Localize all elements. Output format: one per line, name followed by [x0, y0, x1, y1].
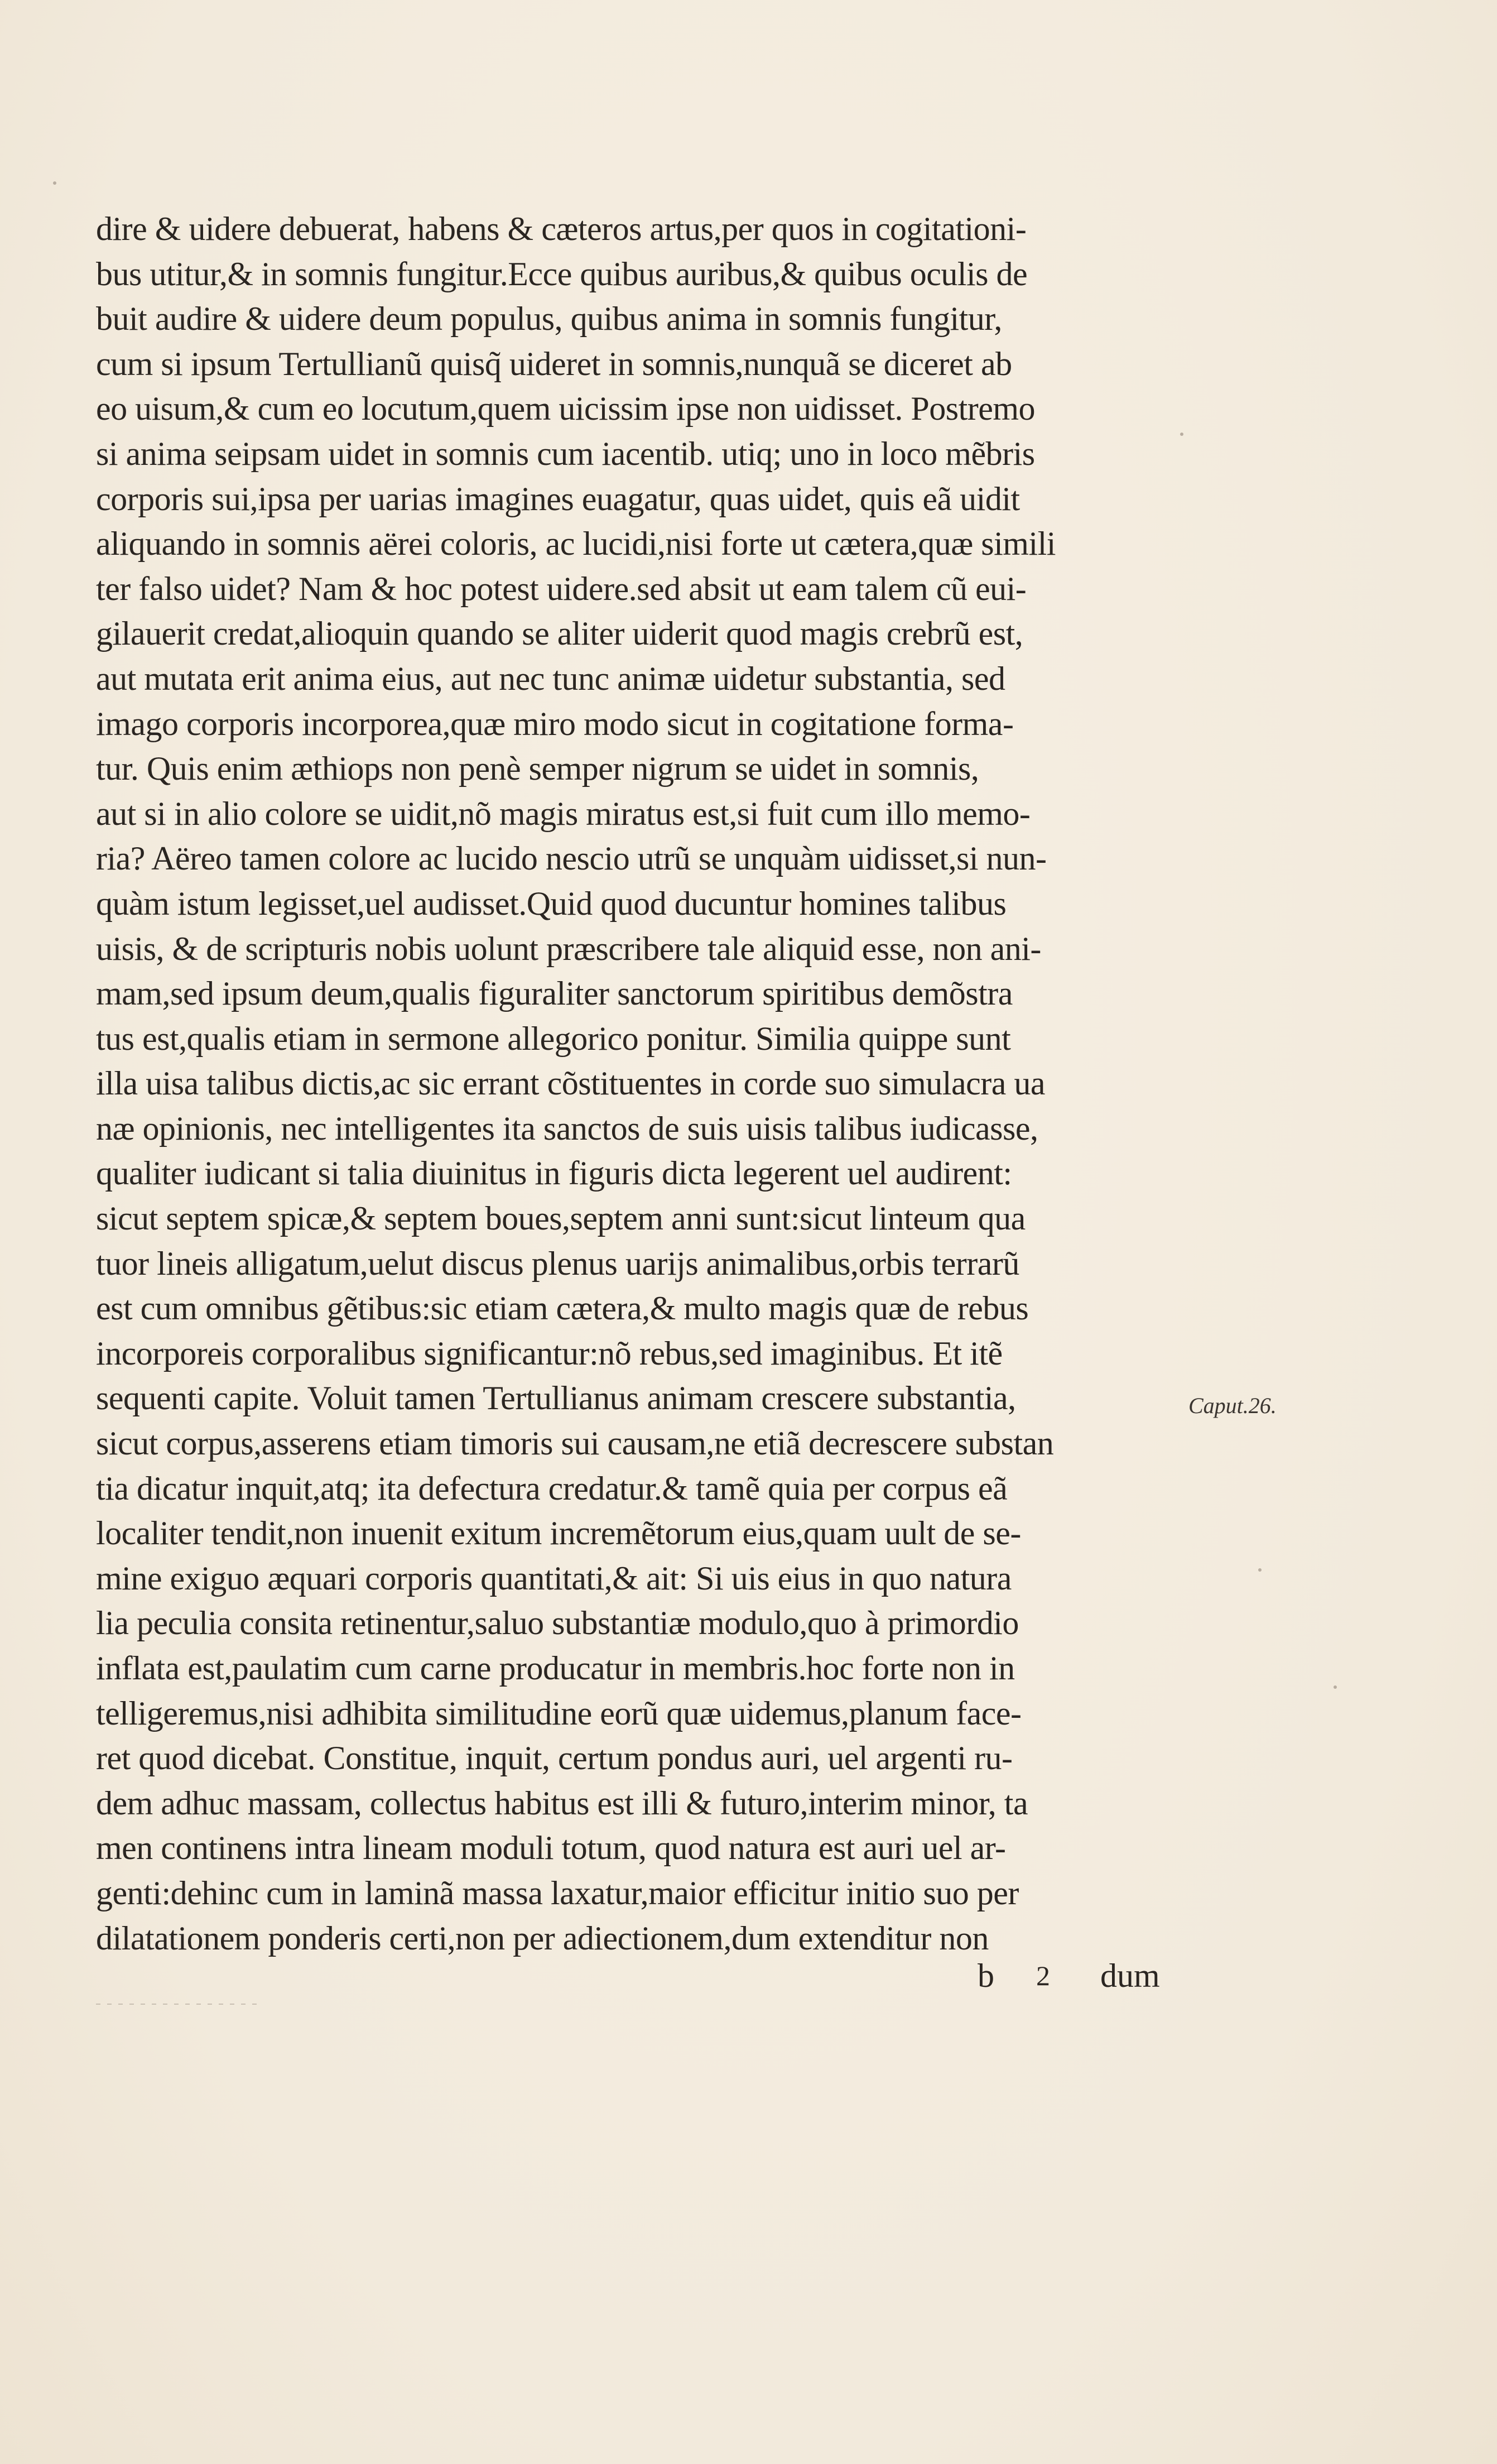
- signature-number: 2: [1036, 1960, 1050, 1991]
- text-block: [96, 206, 1212, 1961]
- text-line: localiter tendit,non inuenit exitum incremẽtorum eius,quam uult de se-: [96, 1515, 1021, 1552]
- marginal-note: Caput.26.: [1188, 1393, 1277, 1418]
- paper-speck: [1334, 1685, 1337, 1689]
- text-line: mine exiguo æquari corporis quantitati,& ait: Si uis eius in quo natura: [96, 1559, 1012, 1597]
- text-line: men continens intra lineam moduli totum, quod natura est auri uel ar-: [96, 1829, 1006, 1867]
- paper-speck: [1180, 433, 1183, 436]
- text-line: eo uisum,& cum eo locutum,quem uicissim ipse non uidisset. Postremo: [96, 390, 1036, 428]
- text-line: est cum omnibus gẽtibus:sic etiam cætera,& multo magis quæ de rebus: [96, 1290, 1029, 1327]
- text-line: aliquando in somnis aërei coloris, ac lucidi,nisi forte ut cætera,quæ simili: [96, 525, 1056, 563]
- text-line: genti:dehinc cum in laminã massa laxatur,maior efficitur initio suo per: [96, 1874, 1019, 1911]
- paper-speck: [1258, 1568, 1262, 1572]
- page-footer: [96, 1953, 1212, 1998]
- signature-letter: b: [978, 1957, 994, 1994]
- text-line: ret quod dicebat. Constitue, inquit, certum pondus auri, uel argenti ru-: [96, 1740, 1013, 1777]
- text-line: sequenti capite. Voluit tamen Tertullianus animam crescere substantia,: [96, 1380, 1016, 1417]
- paper-speck: [53, 181, 56, 185]
- text-line: imago corporis incorporea,quæ miro modo sicut in cogitatione forma-: [96, 705, 1014, 742]
- catchword: dum: [1100, 1957, 1160, 1994]
- text-line: illa uisa talibus dictis,ac sic errant cõstituentes in corde suo simulacra ua: [96, 1065, 1045, 1102]
- text-line: mam,sed ipsum deum,qualis figuraliter sanctorum spiritibus demõstra: [96, 975, 1013, 1012]
- text-line: aut mutata erit anima eius, aut nec tunc animæ uidetur substantia, sed: [96, 660, 1005, 697]
- text-line: bus utitur,& in somnis fungitur.Ecce quibus auribus,& quibus oculis de: [96, 255, 1028, 292]
- text-line: dem adhuc massam, collectus habitus est illi & futuro,interim minor, ta: [96, 1784, 1028, 1822]
- text-line: quàm istum legisset,uel audisset.Quid quod ducuntur homines talibus: [96, 885, 1007, 922]
- text-line: gilauerit credat,alioquin quando se aliter uiderit quod magis crebrũ est,: [96, 615, 1023, 652]
- text-line: tia dicatur inquit,atq; ita defectura credatur.& tamẽ quia per corpus eã: [96, 1469, 1008, 1507]
- text-line: ter falso uidet? Nam & hoc potest uidere.sed absit ut eam talem cũ eui-: [96, 570, 1027, 607]
- faint-mark: [96, 2004, 263, 2005]
- text-line: qualiter iudicant si talia diuinitus in figuris dicta legerent uel audirent:: [96, 1155, 1012, 1192]
- text-line: dilatationem ponderis certi,non per adiectionem,dum extenditur non: [96, 1919, 989, 1957]
- text-line: corporis sui,ipsa per uarias imagines euagatur, quas uidet, quis eã uidit: [96, 480, 1020, 517]
- text-line: sicut corpus,asserens etiam timoris sui causam,ne etiã decrescere substan: [96, 1425, 1054, 1462]
- text-line: inflata est,paulatim cum carne producatur in membris.hoc forte non in: [96, 1650, 1015, 1687]
- text-line: tuor lineis alligatum,uelut discus plenus uarijs animalibus,orbis terrarũ: [96, 1245, 1019, 1282]
- text-line: telligeremus,nisi adhibita similitudine eorũ quæ uidemus,planum face-: [96, 1694, 1022, 1732]
- text-line: tur. Quis enim æthiops non penè semper nigrum se uidet in somnis,: [96, 750, 979, 787]
- text-line: dire & uidere debuerat, habens & cæteros artus,per quos in cogitationi-: [96, 210, 1027, 247]
- text-line: uisis, & de scripturis nobis uolunt præscribere tale aliquid esse, non ani-: [96, 930, 1041, 967]
- text-line: buit audire & uidere deum populus, quibus anima in somnis fungitur,: [96, 300, 1002, 338]
- text-line: sicut septem spicæ,& septem boues,septem anni sunt:sicut linteum qua: [96, 1200, 1026, 1237]
- text-line: cum si ipsum Tertullianũ quisq̃ uideret in somnis,nunquã se diceret ab: [96, 345, 1012, 382]
- text-line: incorporeis corporalibus significantur:nõ rebus,sed imaginibus. Et itẽ: [96, 1334, 1003, 1372]
- text-line: næ opinionis, nec intelligentes ita sanctos de suis uisis talibus iudicasse,: [96, 1109, 1038, 1147]
- text-line: si anima seipsam uidet in somnis cum iacentib. utiq; uno in loco mẽbris: [96, 435, 1035, 472]
- text-line: tus est,qualis etiam in sermone allegorico ponitur. Similia quippe sunt: [96, 1020, 1011, 1057]
- text-line: lia peculia consita retinentur,saluo substantiæ modulo,quo à primordio: [96, 1605, 1019, 1642]
- text-line: ria? Aëreo tamen colore ac lucido nescio utrũ se unquàm uidisset,si nun-: [96, 840, 1047, 877]
- text-line: aut si in alio colore se uidit,nõ magis miratus est,si fuit cum illo memo-: [96, 795, 1031, 832]
